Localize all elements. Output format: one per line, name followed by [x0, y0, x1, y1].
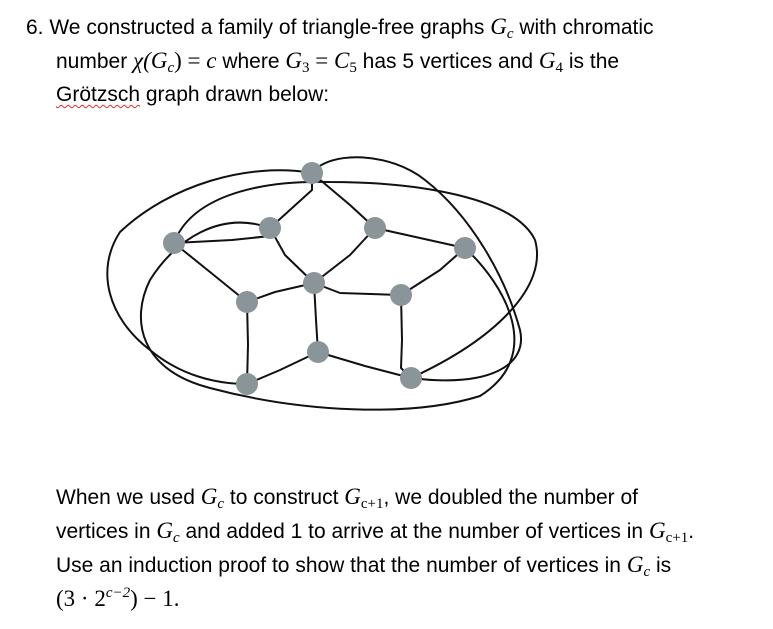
vertex-count-formula: $(3 \cdot 2^{c-2}) - 1$. [56, 585, 180, 611]
graph-edge [318, 352, 411, 378]
graph-edge [375, 228, 465, 248]
graph-edge [174, 243, 247, 302]
graph-vertex-v8 [390, 284, 412, 306]
prompt-line-4 [56, 582, 694, 616]
graph-edge [247, 302, 248, 384]
graph-edge [401, 248, 465, 295]
induction-prompt-text [56, 480, 694, 616]
graph-edge [401, 295, 411, 378]
graph-curve [107, 170, 312, 384]
graph-edge [247, 352, 318, 384]
chromatic-number-formula: $\chi(G_c) = c$ [133, 48, 217, 76]
graph-vertex-v11 [400, 367, 422, 389]
question-line-1: 6. We constructed a family of triangle-free graphs $G_c$ with chromatic [26, 14, 654, 42]
graph-edge [314, 283, 401, 295]
prompt-line-2: vertices in $G_c$ and added 1 to arrive at the number of vertices in $G_{c+1}$. [56, 518, 695, 546]
graph-vertex-v1 [301, 162, 323, 184]
question-line-2: number $\chi(G_c) = c$ where $G_3 = C_5$ has 5 vertices and $G_4$ is the [56, 48, 620, 76]
graph-vertex-v5 [454, 237, 476, 259]
graph-curve [312, 157, 521, 380]
prompt-line-3: Use an induction proof to show that the number of vertices in $G_c$ is [56, 552, 672, 580]
graph-vertices [163, 162, 476, 395]
question-line-3: Grötzsch graph drawn below: [56, 83, 330, 106]
graph-vertex-v2 [259, 217, 281, 239]
question-number: 6. [26, 16, 44, 39]
prompt-line-1: When we used $G_c$ to construct $G_{c+1}$, we doubled the number of [56, 484, 639, 512]
graph-vertex-v4 [163, 232, 185, 254]
graph-vertex-v3 [364, 217, 386, 239]
graph-vertex-v7 [236, 291, 258, 313]
graph-vertex-v6 [303, 272, 325, 294]
graph-edge [314, 228, 375, 283]
graph-vertex-v10 [236, 373, 258, 395]
graph-vertex-v9 [307, 341, 329, 363]
spellcheck-word[interactable]: Grötzsch [56, 83, 141, 106]
